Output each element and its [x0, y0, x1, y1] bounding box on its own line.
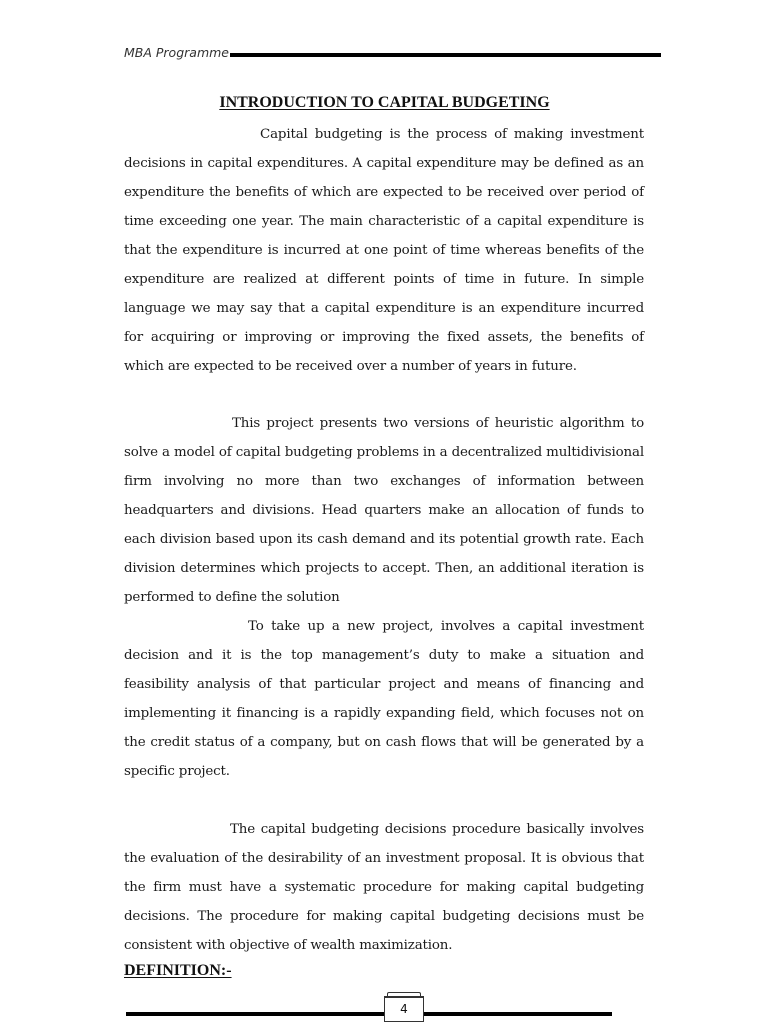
paragraph-2: This project presents two versions of heuristic algorithm to solve a model of capital budgeting problems in a decentralized multidivisional firm involving no more than two exchanges of information between headquarters and divisions. Head quarters make an allocation of funds to each division based upon its cash demand and its potential growth rate. Each division determines which projects to accept. Then, an additional iteration is performed to define the solution — [124, 416, 644, 605]
header-rule — [230, 53, 661, 57]
paragraph-1: Capital budgeting is the process of making investment decisions in capital expenditures. A capital expenditure may be defined as an expenditure the benefits of which are expected to be received over period of time exceeding one year. The main characteristic of a capital expenditure is that the expenditure is incurred at one point of time whereas benefits of the expenditure are realized at different points of time in future. In simple language we may say that a capital expenditure is an expenditure incurred for acquiring or improving or improving the fixed assets, the benefits of which are expected to be received over a number of years in future. — [124, 127, 644, 374]
page-title: INTRODUCTION TO CAPITAL BUDGETING — [219, 94, 550, 111]
definition-heading: DEFINITION:- — [124, 962, 232, 979]
footer-rule-left — [126, 1012, 384, 1016]
page-header — [124, 44, 661, 64]
running-title: MBA Programme — [124, 45, 229, 60]
paragraph-3: To take up a new project, involves a capital investment decision and it is the top management’s duty to make a situation and feasibility analysis of that particular project and means of financing and implementing it financing is a rapidly expanding field, which focuses not on the credit status of a company, but on cash flows that will be generated by a specific project. — [124, 619, 644, 779]
page-number-box — [384, 996, 424, 1022]
paragraph-4: The capital budgeting decisions procedure basically involves the evaluation of the desirability of an investment proposal. It is obvious that the firm must have a systematic procedure for making capital budgeting decisions. The procedure for making capital budgeting decisions must be consistent with objective of wealth maximization. — [124, 822, 644, 953]
page-number: 4 — [400, 1002, 408, 1016]
footer-rule-right — [424, 1012, 612, 1016]
